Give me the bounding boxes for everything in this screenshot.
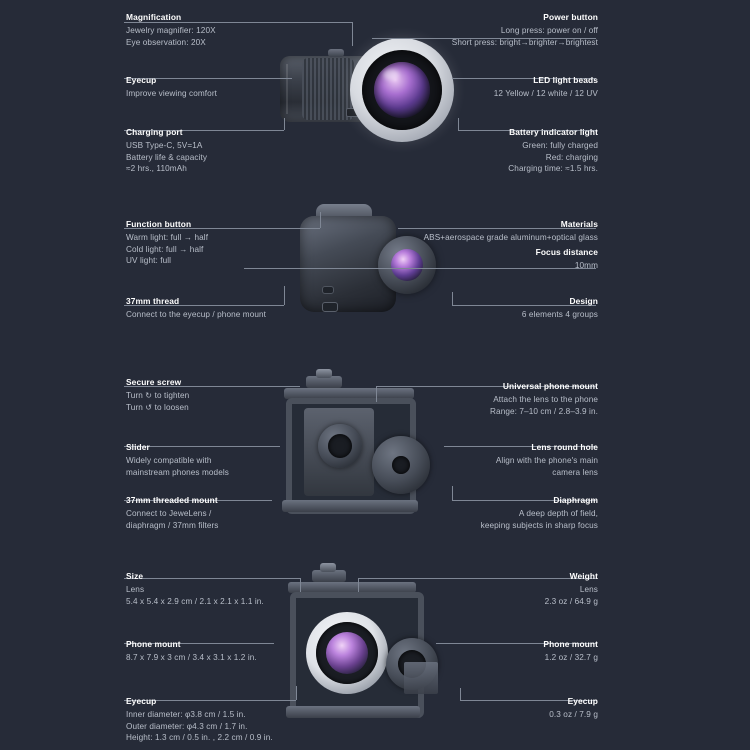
callout-line: ≈2 hrs., 110mAh: [126, 164, 187, 174]
callout-title: Size: [126, 571, 144, 581]
callout-line: Green: fully charged: [522, 140, 598, 150]
callout-line: Short press: bright→brighter→brightest: [451, 37, 598, 47]
callout-weight: [545, 570, 598, 607]
callout-design: [522, 295, 598, 321]
lens-barrel-art: [378, 236, 436, 294]
callout-line: 5.4 x 5.4 x 2.9 cm / 2.1 x 2.1 x 1.1 in.: [126, 596, 264, 606]
callout-line: keeping subjects in sharp focus: [480, 520, 598, 530]
bottom-rail-art: [286, 706, 420, 718]
callout-line: 12 Yellow / 12 white / 12 UV: [493, 88, 598, 98]
callout-eyecup: [126, 74, 217, 100]
callout-battery-indicator: [508, 126, 598, 175]
screw-head-art: [320, 563, 336, 572]
callout-line: Eye observation: 20X: [126, 37, 206, 47]
optical-glass-art: [326, 632, 368, 674]
bottom-rail-art: [282, 500, 418, 512]
callout-title: Phone mount: [126, 639, 181, 649]
callout-line: Inner diameter: φ3.8 cm / 1.5 in.: [126, 709, 246, 719]
callout-title: LED light beads: [533, 75, 598, 85]
callout-line: Range: 7–10 cm / 2.8–3.9 in.: [490, 406, 598, 416]
lens-round-hole-art: [318, 424, 362, 468]
power-button-art: [328, 49, 344, 57]
callout-title: Universal phone mount: [502, 381, 598, 391]
callout-line: USB Type-C, 5V=1A: [126, 140, 203, 150]
callout-line: Connect to the eyecup / phone mount: [126, 309, 267, 319]
phone-mount-illustration: [268, 372, 448, 530]
callout-37mm-threaded-mount: [126, 494, 219, 531]
callout-diaphragm: [481, 494, 598, 531]
callout-line: ABS+aerospace grade aluminum+optical glass: [423, 232, 598, 242]
callout-line: Battery life & capacity: [126, 152, 208, 162]
callout-line: Align with the phone's main: [495, 455, 598, 465]
ring-inner-art: [362, 50, 442, 130]
callout-line: mainstream phones models: [126, 467, 229, 477]
callout-title: Design: [569, 296, 598, 306]
callout-37mm-thread: [126, 295, 266, 321]
callout-line: Long press: power on / off: [500, 25, 598, 35]
callout-lens-round-hole: [496, 441, 598, 478]
optical-glass-art: [374, 62, 430, 118]
callout-title: Lens round hole: [531, 442, 598, 452]
callout-line: 2.3 oz / 64.9 g: [544, 596, 598, 606]
callout-secure-screw: [126, 376, 189, 413]
callout-led-light-beads: [494, 74, 598, 100]
callout-universal-phone-mount: [490, 380, 598, 417]
eyecup-side-art: [404, 662, 438, 694]
callout-line: 8.7 x 7.9 x 3 cm / 3.4 x 3.1 x 1.2 in.: [126, 652, 257, 662]
callout-size-phone-mount: [126, 638, 257, 664]
callout-title: Eyecup: [126, 696, 157, 706]
callout-line: Charging time: ≈1.5 hrs.: [508, 164, 598, 174]
leader-line: [300, 578, 301, 592]
assembled-kit-illustration: [268, 566, 458, 738]
diaphragm-art: [372, 436, 430, 494]
callout-title: Phone mount: [543, 639, 598, 649]
callout-line: camera lens: [552, 467, 598, 477]
callout-weight-eyecup: [549, 695, 598, 721]
callout-line: diaphragm / 37mm filters: [126, 520, 219, 530]
callout-power-button: [452, 11, 598, 48]
thread-ring-art: [322, 286, 334, 294]
leader-line: [296, 686, 297, 700]
callout-charging-port: [126, 126, 207, 175]
callout-line: A deep depth of field,: [518, 508, 598, 518]
callout-slider: [126, 441, 229, 478]
callout-line: 0.3 oz / 7.9 g: [549, 709, 598, 719]
leader-line: [376, 386, 377, 402]
callout-line: 6 elements 4 groups: [521, 309, 598, 319]
hole-art: [328, 434, 352, 458]
callout-title: Function button: [126, 219, 192, 229]
callout-title: Weight: [569, 571, 598, 581]
function-button-art: [322, 302, 338, 312]
leader-line: [458, 118, 459, 130]
callout-title: 37mm threaded mount: [126, 495, 218, 505]
leader-line: [452, 486, 453, 500]
callout-line: UV light: full: [126, 256, 172, 266]
callout-line: Warm light: full → half: [126, 232, 209, 242]
callout-line: Height: 1.3 cm / 0.5 in. , 2.2 cm / 0.9 in.: [126, 733, 273, 743]
callout-line: Lens: [579, 584, 598, 594]
callout-size: [126, 570, 264, 607]
diaphragm-aperture-art: [392, 456, 410, 474]
leader-line: [320, 212, 321, 228]
leader-line: [358, 578, 359, 592]
callout-line: Widely compatible with: [126, 455, 212, 465]
callout-title: Charging port: [126, 127, 183, 137]
callout-title: Slider: [126, 442, 150, 452]
callout-size-eyecup: [126, 695, 273, 744]
callout-line: Connect to JeweLens /: [126, 508, 212, 518]
leader-line: [452, 292, 453, 305]
callout-title: Focus distance: [535, 247, 598, 257]
callout-function-button: [126, 218, 208, 267]
callout-focus-distance: [536, 246, 598, 272]
callout-materials: [424, 218, 598, 244]
screw-head-art: [316, 369, 332, 378]
callout-line: Lens: [126, 584, 145, 594]
callout-title: Diaphragm: [553, 495, 598, 505]
callout-title: 37mm thread: [126, 296, 180, 306]
callout-weight-phone-mount: [543, 638, 598, 664]
callout-title: Battery indicator light: [509, 127, 598, 137]
callout-line: Red: charging: [545, 152, 598, 162]
optical-glass-art: [391, 249, 423, 281]
callout-line: Turn ↻ to tighten: [126, 390, 190, 400]
callout-title: Magnification: [126, 12, 182, 22]
ring-light-lens-illustration: [272, 16, 462, 146]
callout-title: Secure screw: [126, 377, 182, 387]
callout-title: Eyecup: [567, 696, 598, 706]
callout-line: 1.2 oz / 32.7 g: [544, 652, 598, 662]
leader-line: [284, 286, 285, 305]
leader-line: [460, 688, 461, 700]
callout-title: Eyecup: [126, 75, 157, 85]
callout-line: Jewelry magnifier: 120X: [126, 25, 216, 35]
led-ring-art: [350, 38, 454, 142]
callout-line: Attach the lens to the phone: [493, 394, 598, 404]
callout-title: Power button: [543, 12, 598, 22]
callout-line: Turn ↺ to loosen: [126, 402, 189, 412]
callout-magnification: [126, 11, 216, 48]
callout-line: Improve viewing comfort: [126, 88, 218, 98]
leader-line: [352, 22, 353, 46]
leader-line: [284, 118, 285, 130]
callout-line: Outer diameter: φ4.3 cm / 1.7 in.: [126, 721, 248, 731]
callout-line: 10mm: [574, 260, 598, 270]
callout-title: Materials: [560, 219, 598, 229]
callout-line: Cold light: full → half: [126, 244, 204, 254]
